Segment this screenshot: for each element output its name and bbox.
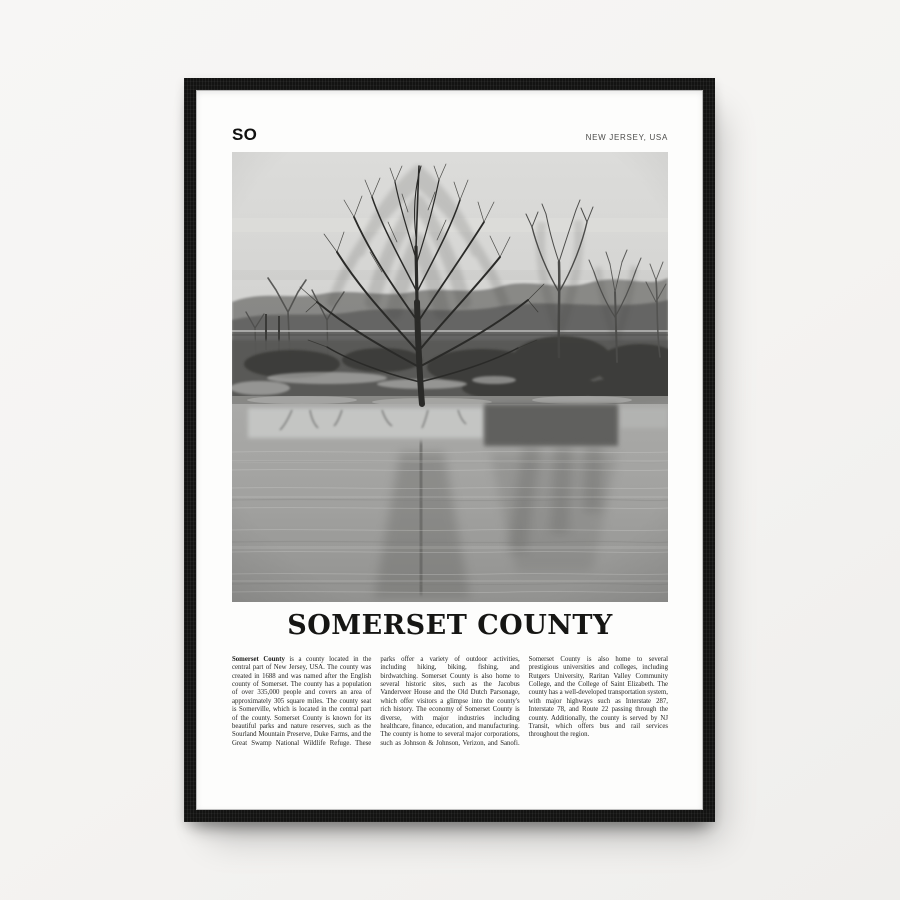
poster-title: SOMERSET COUNTY [287,610,613,641]
picture-frame [184,78,715,822]
poster-header [232,126,668,143]
poster-body-rest: is a county located in the central part of New Jersey, USA. The county was created in 1688 and was named after the English county of Somerset. The county has a population of over 335,000 people and covers an area of approximately 305 square miles. The county seat is Somerville, which is located in the central part of the county. Somerset County is known for its beautiful parks and nature reserves, such as the Sourland Mountain Preserve, Duke Farms, and the Great Swamp National Wildlife Refuge. These parks offer a variety of outdoor activities, including hiking, biking, fishing, and birdwatching. Somerset County is also home to several historic sites, such as the Jacobus Vanderveer House and the Old Dutch Parsonage, which offer visitors a glimpse into the county's rich history. The economy of Somerset County is diverse, with major industries including healthcare, finance, education, and manufacturing. The county is home to several major corporations, such as Johnson & Johnson, Verizon, and Sanofi. Somerset County is also home to several prestigious universities and colleges, including Rutgers University, Raritan Valley Community College, and the College of Saint Elizabeth. The county has a well-developed transportation system, with major highways such as Interstate 287, Interstate 78, and Route 22 passing through the county. Additionally, the county is served by NJ Transit, which offers bus and rail services throughout the region. [232,656,668,747]
location-label: NEW JERSEY, USA [585,133,668,143]
poster-body-text [232,656,668,748]
poster-mat [196,90,703,810]
poster-body-lead: Somerset County [232,656,285,663]
tree-pond-photo [232,152,668,602]
monogram-label: SO [232,125,258,144]
